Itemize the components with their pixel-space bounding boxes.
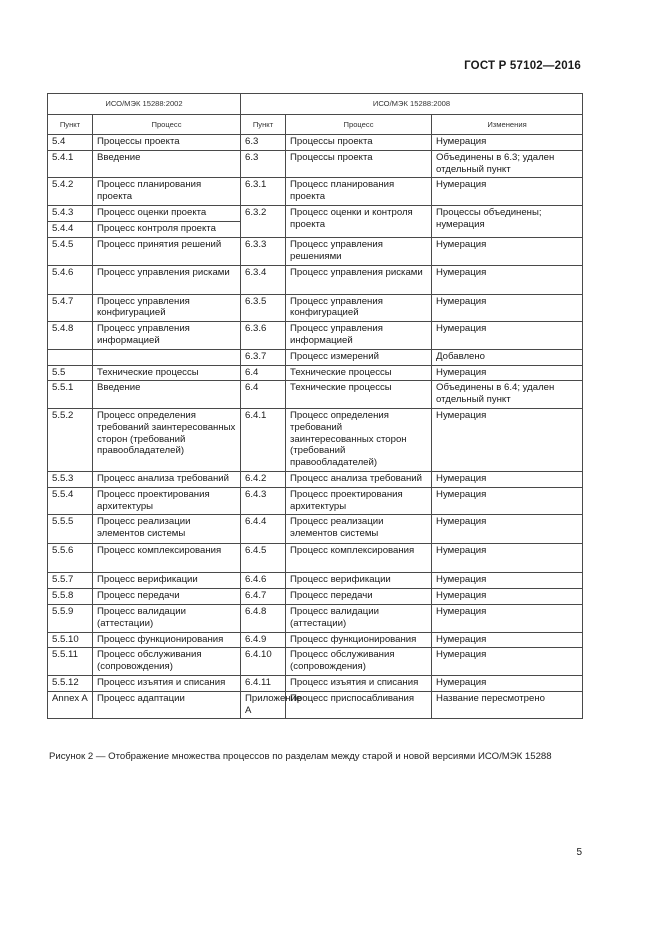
cell-clause-old: 5.4.1 <box>48 150 93 178</box>
group-header-old: ИСО/МЭК 15288:2002 <box>48 94 241 115</box>
cell-changes: Нумерация <box>432 604 583 632</box>
table-row <box>48 365 583 381</box>
document-designation: ГОСТ Р 57102—2016 <box>464 60 581 72</box>
col-header-changes: Изменения <box>432 115 583 135</box>
table-row <box>48 381 583 409</box>
cell-clause-new: 6.4.6 <box>241 573 286 589</box>
cell-changes: Нумерация <box>432 589 583 605</box>
cell-clause-old: 5.4.5 <box>48 237 93 265</box>
cell-clause-old: 5.5.4 <box>48 487 93 515</box>
cell-clause-new: 6.3.4 <box>241 265 286 294</box>
cell-clause-new: 6.4.5 <box>241 544 286 573</box>
cell-clause-old: 5.4.2 <box>48 178 93 206</box>
cell-process-new: Технические процессы <box>286 381 432 409</box>
cell-clause-new: 6.3.5 <box>241 294 286 322</box>
cell-clause-old: 5.5.2 <box>48 408 93 471</box>
group-header-new: ИСО/МЭК 15288:2008 <box>241 94 583 115</box>
cell-process-new: Процесс анализа требований <box>286 471 432 487</box>
cell-process-old: Процесс оценки проекта <box>93 206 241 222</box>
cell-clause-old: 5.4 <box>48 135 93 151</box>
cell-process-old: Процесс обслуживания (сопровождения) <box>93 648 241 676</box>
cell-changes: Нумерация <box>432 294 583 322</box>
cell-process-new: Процесс функционирования <box>286 632 432 648</box>
cell-process-new: Процессы проекта <box>286 150 432 178</box>
cell-process-old: Введение <box>93 381 241 409</box>
cell-clause-old: 5.4.4 <box>48 222 93 238</box>
cell-clause-old: 5.5.3 <box>48 471 93 487</box>
table-row <box>48 471 583 487</box>
cell-clause-new: 6.3.1 <box>241 178 286 206</box>
cell-clause-new: 6.4.11 <box>241 675 286 691</box>
cell-clause-old: 5.4.7 <box>48 294 93 322</box>
cell-process-new: Процессы проекта <box>286 135 432 151</box>
table-row <box>48 150 583 178</box>
cell-changes: Нумерация <box>432 675 583 691</box>
cell-process-new: Процесс планирования проекта <box>286 178 432 206</box>
cell-process-new: Процесс обслуживания (сопровождения) <box>286 648 432 676</box>
cell-clause-old: 5.5.12 <box>48 675 93 691</box>
cell-changes: Нумерация <box>432 573 583 589</box>
table-row <box>48 206 583 222</box>
cell-clause-new: 6.4.8 <box>241 604 286 632</box>
table-row <box>48 691 583 719</box>
cell-clause-old: 5.4.8 <box>48 322 93 350</box>
cell-clause-new: 6.4.2 <box>241 471 286 487</box>
cell-clause-new: 6.3.6 <box>241 322 286 350</box>
cell-process-old: Процесс управления рисками <box>93 265 241 294</box>
cell-clause-old: 5.5.1 <box>48 381 93 409</box>
table-row <box>48 573 583 589</box>
col-header-process-old: Процесс <box>93 115 241 135</box>
cell-clause-new: 6.4.3 <box>241 487 286 515</box>
cell-process-old: Процесс функционирования <box>93 632 241 648</box>
cell-changes: Нумерация <box>432 471 583 487</box>
cell-process-new: Процесс передачи <box>286 589 432 605</box>
cell-changes: Нумерация <box>432 322 583 350</box>
cell-clause-old: 5.4.3 <box>48 206 93 222</box>
cell-process-old: Процесс анализа требований <box>93 471 241 487</box>
col-header-clause-new: Пункт <box>241 115 286 135</box>
cell-process-old: Процесс принятия решений <box>93 237 241 265</box>
cell-process-old: Процесс управления информацией <box>93 322 241 350</box>
cell-clause-old: 5.5 <box>48 365 93 381</box>
cell-clause-old: 5.5.10 <box>48 632 93 648</box>
cell-clause-new: 6.3 <box>241 135 286 151</box>
cell-changes: Нумерация <box>432 237 583 265</box>
table-row <box>48 408 583 471</box>
cell-changes: Нумерация <box>432 515 583 544</box>
cell-clause-new: 6.4.7 <box>241 589 286 605</box>
cell-clause-new: 6.3.3 <box>241 237 286 265</box>
cell-process-old: Процесс передачи <box>93 589 241 605</box>
cell-clause-new: 6.4.9 <box>241 632 286 648</box>
cell-changes: Нумерация <box>432 648 583 676</box>
table-row <box>48 589 583 605</box>
cell-process-new: Процесс определения требований заинтересованных сторон (требований правообладателей) <box>286 408 432 471</box>
cell-process-old: Введение <box>93 150 241 178</box>
cell-process-old: Процесс адаптации <box>93 691 241 719</box>
cell-process-new: Процесс измерений <box>286 349 432 365</box>
cell-clause-old: 5.5.11 <box>48 648 93 676</box>
cell-changes: Нумерация <box>432 632 583 648</box>
cell-process-old <box>93 349 241 365</box>
figure-caption: Рисунок 2 — Отображение множества процессов по разделам между старой и новой версиями ИСО/МЭК 15288 <box>49 751 552 762</box>
cell-process-old: Процессы проекта <box>93 135 241 151</box>
cell-clause-old: Annex A <box>48 691 93 719</box>
cell-clause-new: 6.3.2 <box>241 206 286 238</box>
cell-process-new: Процесс реализации элементов системы <box>286 515 432 544</box>
cell-process-new: Процесс комплексирования <box>286 544 432 573</box>
cell-clause-new: 6.3 <box>241 150 286 178</box>
cell-process-new: Процесс управления решениями <box>286 237 432 265</box>
cell-clause-new: 6.4.1 <box>241 408 286 471</box>
cell-process-old: Процесс контроля проекта <box>93 222 241 238</box>
cell-clause-old: 5.4.6 <box>48 265 93 294</box>
cell-process-new: Процесс приспосабливания <box>286 691 432 719</box>
cell-process-old: Процесс верификации <box>93 573 241 589</box>
table-row <box>48 487 583 515</box>
page-number: 5 <box>576 847 582 858</box>
cell-process-old: Технические процессы <box>93 365 241 381</box>
cell-process-new: Процесс валидации (аттестации) <box>286 604 432 632</box>
table-row <box>48 265 583 294</box>
cell-clause-old <box>48 349 93 365</box>
table-row <box>48 237 583 265</box>
cell-clause-new: 6.4 <box>241 381 286 409</box>
table-row <box>48 135 583 151</box>
process-mapping-table <box>47 93 583 719</box>
table-row <box>48 178 583 206</box>
cell-process-old: Процесс комплексирования <box>93 544 241 573</box>
cell-process-new: Процесс верификации <box>286 573 432 589</box>
cell-process-new: Процесс управления информацией <box>286 322 432 350</box>
cell-process-new: Процесс управления рисками <box>286 265 432 294</box>
table-row <box>48 675 583 691</box>
cell-clause-old: 5.5.6 <box>48 544 93 573</box>
table-row <box>48 604 583 632</box>
table-row <box>48 515 583 544</box>
cell-clause-old: 5.5.9 <box>48 604 93 632</box>
cell-process-new: Процесс оценки и контроля проекта <box>286 206 432 238</box>
cell-changes: Объединены в 6.3; удален отдельный пункт <box>432 150 583 178</box>
cell-changes: Название пересмотрено <box>432 691 583 719</box>
table-row <box>48 648 583 676</box>
col-header-process-new: Процесс <box>286 115 432 135</box>
cell-clause-new: 6.4.10 <box>241 648 286 676</box>
cell-process-new: Процесс проектирования архитектуры <box>286 487 432 515</box>
table-row <box>48 322 583 350</box>
cell-process-old: Процесс валидации (аттестации) <box>93 604 241 632</box>
cell-changes: Нумерация <box>432 544 583 573</box>
cell-clause-new: Приложение А <box>241 691 286 719</box>
cell-clause-new: 6.3.7 <box>241 349 286 365</box>
cell-changes: Объединены в 6.4; удален отдельный пункт <box>432 381 583 409</box>
cell-process-old: Процесс управления конфигурацией <box>93 294 241 322</box>
cell-changes: Нумерация <box>432 365 583 381</box>
table-row <box>48 544 583 573</box>
table-row <box>48 632 583 648</box>
cell-process-old: Процесс планирования проекта <box>93 178 241 206</box>
cell-process-old: Процесс изъятия и списания <box>93 675 241 691</box>
cell-clause-old: 5.5.7 <box>48 573 93 589</box>
table-row <box>48 294 583 322</box>
cell-changes: Нумерация <box>432 135 583 151</box>
cell-changes: Нумерация <box>432 178 583 206</box>
cell-changes: Нумерация <box>432 487 583 515</box>
cell-process-new: Процесс управления конфигурацией <box>286 294 432 322</box>
col-header-clause-old: Пункт <box>48 115 93 135</box>
cell-process-old: Процесс определения требований заинтересованных сторон (требований правообладателей) <box>93 408 241 471</box>
cell-clause-old: 5.5.5 <box>48 515 93 544</box>
cell-process-old: Процесс реализации элементов системы <box>93 515 241 544</box>
cell-changes: Нумерация <box>432 408 583 471</box>
cell-changes: Добавлено <box>432 349 583 365</box>
cell-clause-old: 5.5.8 <box>48 589 93 605</box>
cell-process-new: Технические процессы <box>286 365 432 381</box>
cell-changes: Нумерация <box>432 265 583 294</box>
cell-clause-new: 6.4 <box>241 365 286 381</box>
cell-process-old: Процесс проектирования архитектуры <box>93 487 241 515</box>
cell-changes: Процессы объединены; нумерация <box>432 206 583 238</box>
cell-clause-new: 6.4.4 <box>241 515 286 544</box>
table-row <box>48 349 583 365</box>
cell-process-new: Процесс изъятия и списания <box>286 675 432 691</box>
